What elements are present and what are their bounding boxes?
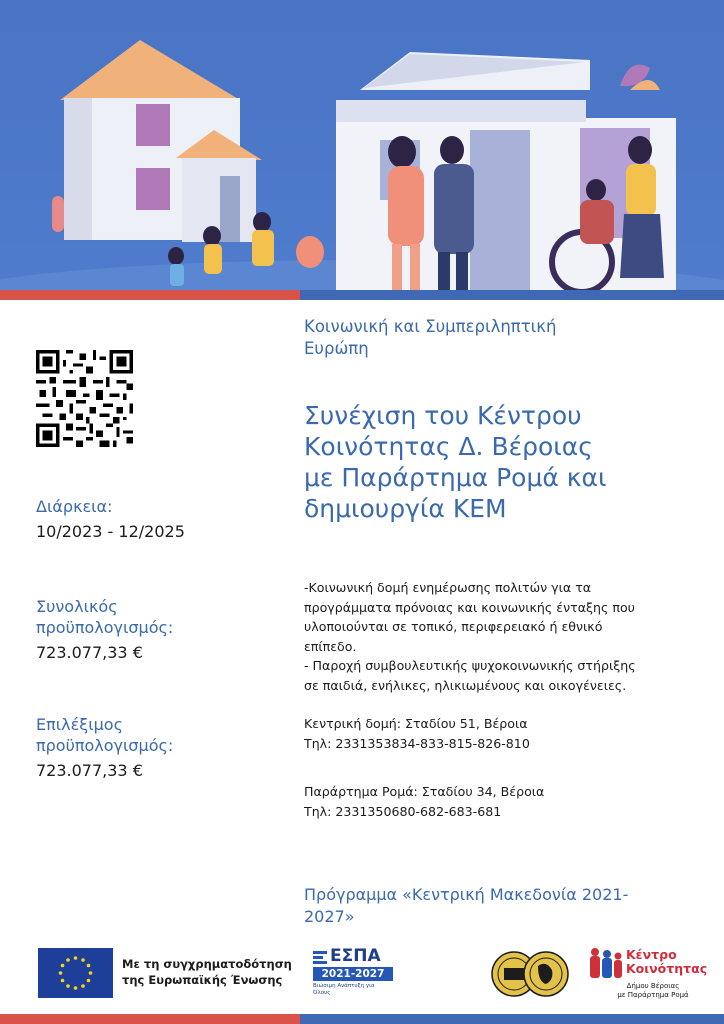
desc-line5: - Παροχή συμβουλευτικής ψυχοκοινωνικής στήριξης — [304, 658, 636, 674]
kk-name — [626, 948, 707, 976]
eu-text-line1: Με τη συγχρηματοδότηση — [122, 957, 292, 971]
eu-star-icon — [81, 958, 85, 962]
project-title — [304, 400, 684, 524]
desc-line4: επίπεδο. — [304, 638, 357, 654]
espa-mark-icon — [313, 949, 327, 963]
eligible-budget-value: 723.077,33 € — [36, 761, 143, 780]
eu-star-icon — [74, 986, 78, 990]
central-phone: Τηλ: 2331353834-833-815-826-810 — [304, 735, 530, 751]
eu-star-icon — [66, 984, 70, 988]
footer-divider-stripe — [0, 1014, 724, 1024]
desc-line6: σε παιδιά, ενήλικες, ηλικιωμένους και οικογένειες. — [304, 677, 627, 693]
desc-line2: προγράμματα πρόνοιας και κοινωνικής ένταξης που — [304, 599, 635, 615]
program-line1: Πρόγραμμα «Κεντρική Μακεδονία 2021- — [304, 885, 629, 904]
kk-name-line1: Κέντρο — [626, 947, 677, 962]
espa-years: 2021-2027 — [313, 967, 393, 981]
eu-cofunding-text — [122, 956, 302, 988]
kk-sub — [608, 982, 698, 1000]
espa-title: ΕΣΠΑ — [330, 946, 381, 966]
espa-logo — [313, 946, 393, 1002]
project-description — [304, 578, 684, 696]
total-budget-label-line2: προϋπολογισμός: — [36, 618, 174, 637]
municipality-seal-icon — [490, 944, 570, 1004]
category-line1: Κοινωνική και Συμπεριληπτική — [304, 317, 557, 336]
desc-line3: υλοποιούνται σε τοπικό, περιφερειακό ή εθνικό — [304, 619, 603, 635]
title-line2: Κοινότητας Δ. Βέροιας — [304, 432, 593, 461]
community-center-logo — [588, 944, 708, 1006]
eu-star-icon — [61, 964, 65, 968]
category-line2: Ευρώπη — [304, 339, 369, 358]
hero-illustration — [0, 0, 724, 296]
footer-stripe-red — [0, 1014, 300, 1024]
kk-sub-line1: Δήμου Βέροιας — [626, 982, 680, 990]
eu-star-icon — [61, 979, 65, 983]
eu-star-icon — [81, 984, 85, 988]
eligible-budget-label-line2: προϋπολογισμός: — [36, 736, 174, 755]
qr-code-icon[interactable] — [36, 350, 133, 447]
central-address: Κεντρική δομή: Σταδίου 51, Βέροια — [304, 716, 528, 731]
stripe-blue — [300, 290, 724, 300]
total-budget-block — [36, 596, 173, 663]
central-contact — [304, 714, 530, 753]
total-budget-label-line1: Συνολικός — [36, 597, 118, 616]
stripe-red — [0, 290, 300, 300]
duration-label: Διάρκεια: — [36, 497, 113, 516]
footer-stripe-blue — [300, 1014, 724, 1024]
eu-text-line2: της Ευρωπαϊκής Ένωσης — [122, 973, 283, 987]
espa-tagline: Βιώσιμη Ανάπτυξη για Όλους — [313, 983, 375, 996]
eu-star-icon — [59, 971, 63, 975]
kk-sub-line2: με Παράρτημα Ρομά — [617, 991, 689, 999]
eu-star-icon — [74, 956, 78, 960]
title-line4: δημιουργία ΚΕΜ — [304, 494, 507, 523]
hero-divider-stripe — [0, 290, 724, 300]
program-line2: 2027» — [304, 907, 355, 926]
community-people-icon — [588, 946, 624, 982]
title-line1: Συνέχιση του Κέντρου — [304, 401, 582, 430]
title-line3: με Παράρτημα Ρομά και — [304, 463, 607, 492]
duration-block — [36, 496, 185, 542]
eu-star-icon — [87, 979, 91, 983]
eligible-budget-block — [36, 714, 173, 781]
eu-star-icon — [87, 964, 91, 968]
roma-phone: Τηλ: 2331350680-682-683-681 — [304, 803, 502, 819]
left-house-icon — [52, 40, 262, 242]
program-category — [304, 316, 664, 360]
kk-name-line2: Κοινότητας — [626, 961, 708, 976]
family-houses-illustration — [0, 0, 724, 296]
roma-address: Παράρτημα Ρομά: Σταδίου 34, Βέροια — [304, 784, 545, 799]
eligible-budget-label-line1: Επιλέξιμος — [36, 715, 123, 734]
eu-star-icon — [66, 958, 70, 962]
roma-contact — [304, 782, 544, 821]
eu-star-icon — [89, 971, 93, 975]
total-budget-value: 723.077,33 € — [36, 643, 143, 662]
duration-value: 10/2023 - 12/2025 — [36, 522, 185, 541]
desc-line1: -Κοινωνική δομή ενημέρωσης πολιτών για τα — [304, 580, 592, 595]
program-name — [304, 884, 684, 928]
funding-logos — [0, 940, 724, 1010]
eu-flag-icon — [38, 948, 113, 998]
